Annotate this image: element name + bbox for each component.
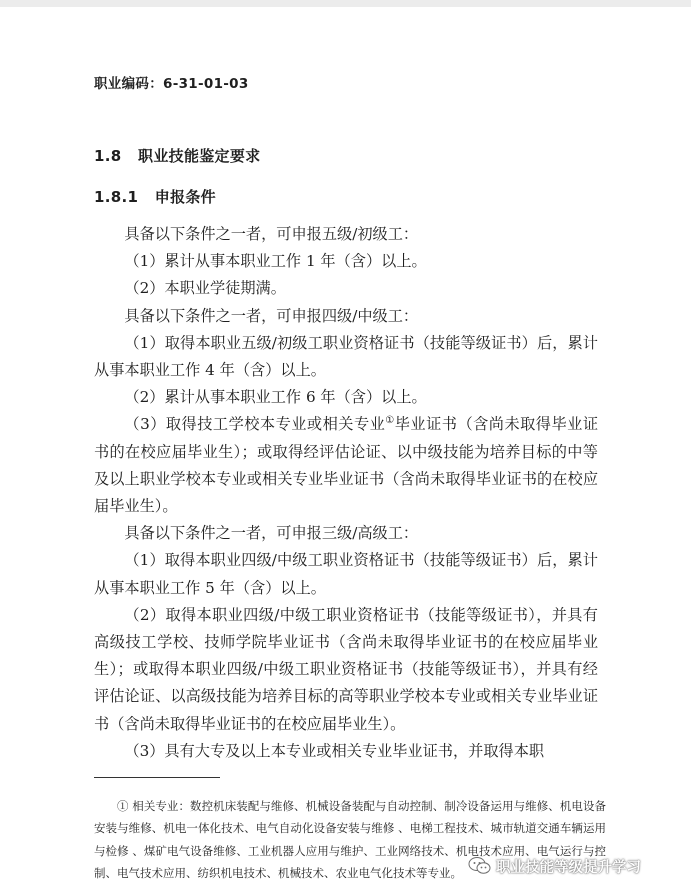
paragraph: 具备以下条件之一者，可申报三级/高级工：: [124, 524, 419, 543]
paragraph: （3）具有大专及以上本专业或相关专业毕业证书，并取得本职: [124, 741, 545, 760]
watermark-text: 职业技能等级提升学习: [496, 859, 641, 876]
paragraph-part: 毕业证书（含尚未取得毕业证书的在校应届毕业生）；或取得经评估论证、以中级技能为培养目标的中等及以上职业学校本专业或相关专业毕业证书（含尚未取得毕业证书的在校应届毕业生）。: [94, 415, 598, 516]
paragraph: （2）累计从事本职业工作 6 年（含）以上。: [124, 388, 427, 407]
paragraph: （1）取得本职业四级/中级工职业资格证书（技能等级证书）后，累计从事本职业工作 5 年（含）以上。: [94, 551, 598, 597]
watermark: [468, 853, 641, 879]
paragraph: 具备以下条件之一者，可申报四级/中级工：: [124, 306, 419, 325]
paragraph: （2）本职业学徒期满。: [124, 279, 286, 298]
paragraph: 具备以下条件之一者，可申报五级/初级工：: [124, 225, 419, 243]
paragraph: [94, 411, 598, 520]
section-heading-1-8-1: 1.8.1 申报条件: [94, 188, 216, 206]
paragraph-part: （3）取得技工学校本专业或相关专业: [124, 415, 386, 434]
paragraph: （1）取得本职业五级/初级工职业资格证书（技能等级证书）后，累计从事本职业工作 4 年（含）以上。: [94, 333, 598, 380]
footnote-divider: [94, 777, 220, 778]
body-text: [94, 221, 598, 765]
footnote-text: ① 相关专业：数控机床装配与维修、机械设备装配与自动控制、制冷设备运用与维修、机电设备安装与维修、机电一体化技术、电气自动化设备安装与维修 、电梯工程技术、城市轨道交通车辆运用与检修 、煤矿电气设备维修、工业机器人应用与维护、工业网络技术、机电技术应用、电气运行与控制、电气技术应用、纺织机电技术、机械技术、农业电气化技术等专业。: [94, 799, 606, 881]
paragraph: （1）累计从事本职业工作 1 年（含）以上。: [124, 252, 427, 271]
occupation-code: 职业编码：6-31-01-03: [94, 76, 249, 92]
top-strip: [0, 0, 691, 7]
section-heading-1-8: 1.8 职业技能鉴定要求: [94, 147, 261, 165]
wechat-icon: [468, 856, 492, 876]
paragraph: （2）取得本职业四级/中级工职业资格证书（技能等级证书），并具有高级技工学校、技师学院毕业证书（含尚未取得毕业证书的在校应届毕业生）；或取得本职业四级/中级工职业资格证书（技能等级证书），并具有经评估论证、以高级技能为培养目标的高等职业学校本专业或相关专业毕业证书（含尚未取得毕业证书的在校应届毕业生）。: [94, 605, 598, 733]
footnote-ref[interactable]: ①: [385, 415, 395, 427]
